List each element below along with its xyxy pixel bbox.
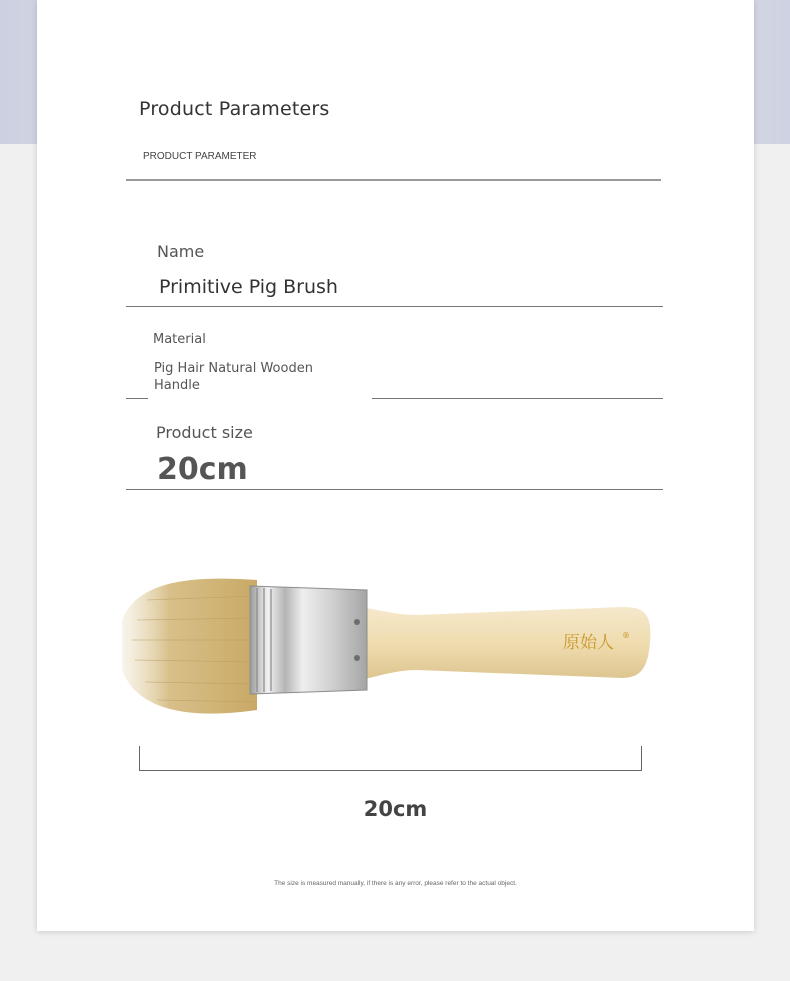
handle-brand-symbol: ® [622,631,630,640]
section-subtitle: PRODUCT PARAMETER [143,151,257,162]
ferrule-rivet-bottom [354,655,360,661]
brush-image [117,560,657,730]
handle-brand-mark: 原始人 [563,633,614,653]
name-divider [126,306,663,307]
material-value: Pig Hair Natural Wooden Handle [154,361,313,393]
material-divider-left [126,398,148,399]
size-label: Product size [156,423,253,442]
name-label: Name [157,242,205,261]
brush-ferrule [250,586,367,694]
measurement-note: The size is measured manually, if there is any error, please refer to the actual object. [274,880,517,887]
parameter-card [37,0,754,931]
size-divider [126,489,663,490]
material-divider-right [372,398,663,399]
material-label: Material [153,332,206,347]
name-value: Primitive Pig Brush [159,276,338,298]
ferrule-rivet-top [354,619,360,625]
dimension-label: 20cm [363,797,428,821]
size-value: 20cm [157,452,248,487]
dimension-bracket [139,746,642,771]
brush-bristles [122,579,257,714]
section-title: Product Parameters [139,98,330,120]
title-divider [126,179,661,181]
